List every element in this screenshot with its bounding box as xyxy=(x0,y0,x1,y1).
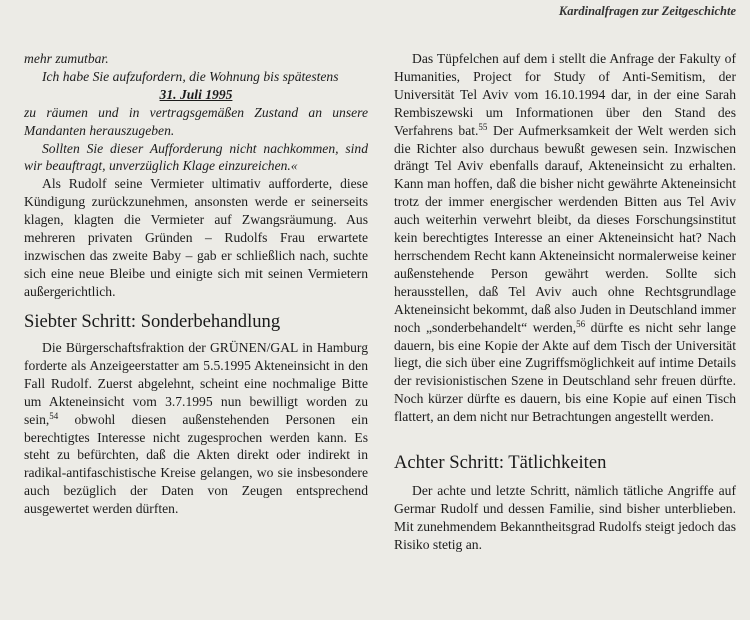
running-head: Kardinalfragen zur Zeitgeschichte xyxy=(558,4,736,18)
left-column xyxy=(24,50,368,518)
footnote-ref-54: 54 xyxy=(49,410,59,421)
deadline-date: 31. Juli 1995 xyxy=(159,86,233,102)
letter-quote-line-3: zu räumen und in vertragsgemäßen Zustand an unsere Mandanten herauszugeben. xyxy=(24,104,368,138)
section-heading-achter-schritt: Achter Schritt: Tätlichkeiten xyxy=(394,452,607,474)
right-column xyxy=(394,50,736,554)
paragraph-eviction: Als Rudolf seine Vermieter ultimativ aufforderte, diese Kündigung zurückzunehmen, ansonsten werde er seinerseits klagen, klagten die Vermieter auf Zwangsräumung. Aus mehreren privaten Gründen – Rudolfs Frau erwartete inzwischen das zweite Baby – gab er schließlich nach, suchte sich eine neue Bleibe und einigte sich mit seinen Vermietern außergerichtlich. xyxy=(24,176,368,299)
letter-quote-line-4: Sollten Sie dieser Aufforderung nicht nachkommen, sind wir beauftragt, unverzüglich Klage einzureichen.« xyxy=(24,140,368,174)
paragraph-tel-aviv: Das Tüpfelchen auf dem i stellt die Anfrage der Fakulty of Humanities, Project for Study of Anti-Semitism, der Universität Tel Aviv vom 16.10.1994 dar, in der eine Sarah Rembiszewski um Informationen über den Stand des Verfahrens bat.$^{55}$ Der Aufmerksamkeit der Welt werden sich die Richter also durchaus bewußt gewesen sein. Inzwischen drängt Tel Aviv ebenfalls darauf, Akteneinsicht zu erhalten. Kann man hoffen, daß die bisher nicht gewährte Akteneinsicht trotz der immer energischer werdenden Bitten aus Tel Aviv auch weiterhin verwehrt bleibt, da dieses Forschungsinstitut kein berechtigtes Interesse an einer Akteneinsicht hat? Nach herrschendem Recht kann Akteneinsicht normalerweise keiner außenstehende Person gewährt werden. Sollte sich herausstellen, daß Tel Aviv auch ohne Rechtsgrundlage Akteneinsicht bekommt, daß also Juden in Deutschland immer noch „sonderbehandelt“ werden,$^{56}$ dürfte es nicht sehr lange dauern, bis eine Kopie der Akte auf dem Tisch der Universität liegt, die sich über eine Zugriffsmöglichkeit auf intime Details der revisionistischen Szene in Deutschland sehr freuen dürfte. Noch kürzer dürfte es dauern, bis eine Kopie auf einen Tisch flattert, an dem nicht nur Betrachtungen angestellt werden. xyxy=(394,51,736,425)
letter-quote-line-1: mehr zumutbar. xyxy=(24,51,109,66)
paragraph-akteneinsicht: Die Bürgerschaftsfraktion der GRÜNEN/GAL in Hamburg forderte als Anzeigeerstatter am 5.5.1995 Akteneinsicht in den Fall Rudolf. Zuerst abgelehnt, scheint eine nochmalige Bitte um Akteneinsicht vom 3.7.1995 nun bewilligt worden zu sein,$^{54}$ obwohl diesen außenstehenden Personen ein berechtigtes Interesse nicht zugesprochen werden kann. Es steht zu befürchten, daß die Akten direkt oder indirekt in radikal-antifaschistische Kreise gelangen, wo sie insbesondere auch bezüglich der Daten von Zeugen entsprechend ausgewertet werden dürften. xyxy=(24,340,368,517)
letter-quote-line-2: Ich habe Sie aufzufordern, die Wohnung bis spätestens xyxy=(42,68,339,84)
section-heading-siebter-schritt: Siebter Schritt: Sonderbehandlung xyxy=(24,310,281,332)
paragraph-taetlichkeiten: Der achte und letzte Schritt, nämlich tätliche Angriffe auf Germar Rudolf und dessen Familie, sind bisher unterblieben. Mit zunehmendem Bekanntheitsgrad Rudolfs steigt jedoch das Risiko stetig an. xyxy=(394,483,736,553)
footnote-ref-56: 56 xyxy=(576,318,586,329)
footnote-ref-55: 55 xyxy=(478,121,488,132)
